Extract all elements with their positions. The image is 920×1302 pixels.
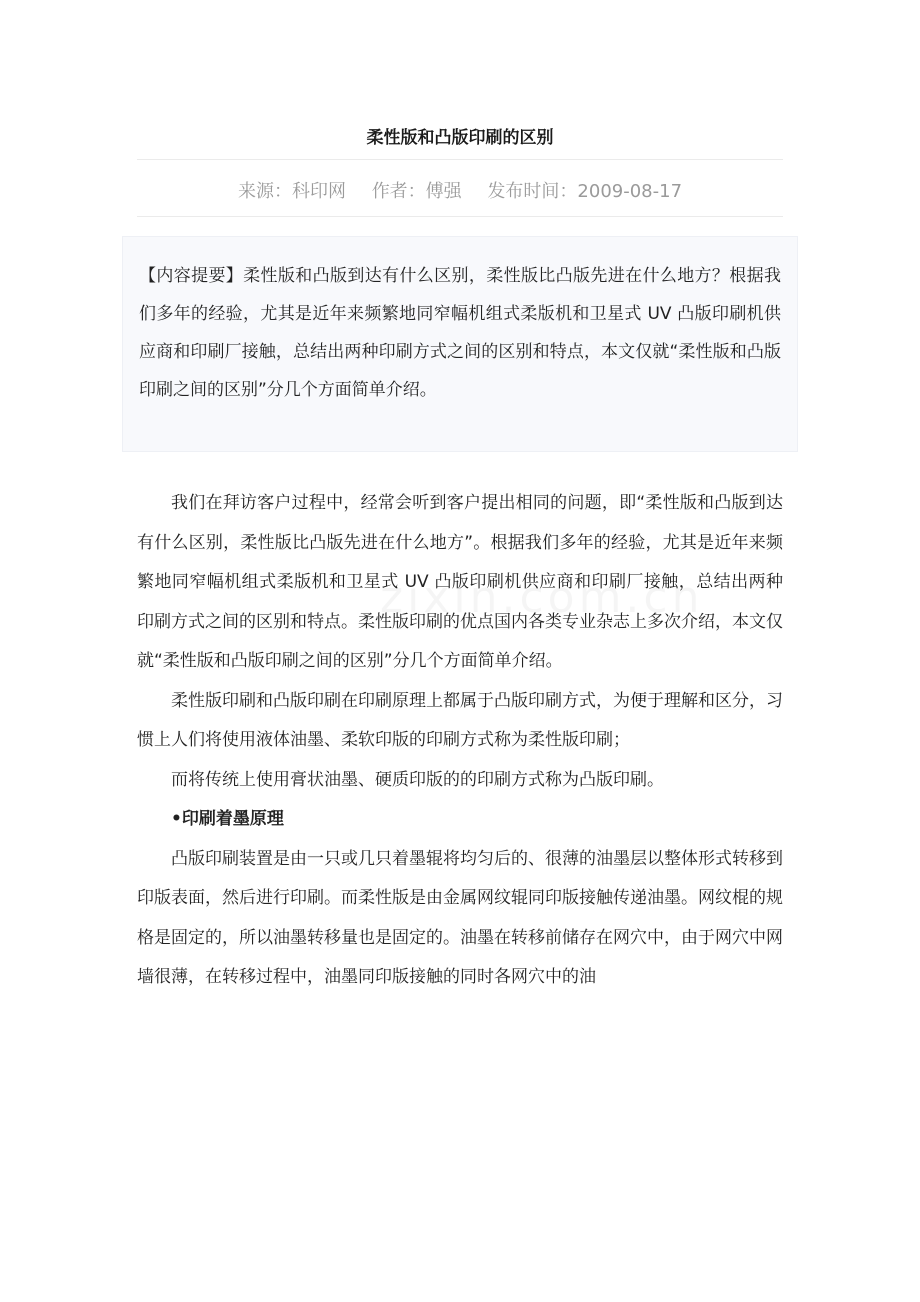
- article-body: [137, 484, 783, 998]
- article-title: 柔性版和凸版印刷的区别: [366, 128, 554, 148]
- article-author: 作者：傅强: [371, 181, 462, 202]
- body-paragraph: 凸版印刷装置是由一只或几只着墨辊将均匀后的、很薄的油墨层以整体形式转移到印版表面，然后进行印刷。而柔性版是由金属网纹辊同印版接触传递油墨。网纹棍的规格是固定的，所以油墨转移量也是固定的。油墨在转移前储存在网穴中，由于网穴中网墙很薄，在转移过程中，油墨同印版接触的同时各网穴中的油: [137, 848, 783, 987]
- meta-divider: [137, 216, 783, 217]
- article-source: 来源：科印网: [237, 181, 346, 202]
- body-paragraph: 柔性版印刷和凸版印刷在印刷原理上都属于凸版印刷方式，为便于理解和区分，习惯上人们将使用液体油墨、柔软印版的印刷方式称为柔性版印刷；: [137, 690, 783, 750]
- article-meta: [137, 176, 783, 208]
- title-divider: [137, 159, 783, 160]
- summary-text: 【内容提要】柔性版和凸版到达有什么区别，柔性版比凸版先进在什么地方？根据我们多年的经验，尤其是近年来频繁地同窄幅机组式柔版机和卫星式 UV 凸版印刷机供应商和印刷厂接触，总结出两种印刷方式之间的区别和特点，本文仅就“柔性版和凸版印刷之间的区别”分几个方面简单介绍。: [139, 266, 781, 400]
- body-paragraph: 我们在拜访客户过程中，经常会听到客户提出相同的问题，即“柔性版和凸版到达有什么区别，柔性版比凸版先进在什么地方”。根据我们多年的经验，尤其是近年来频繁地同窄幅机组式柔版机和卫星式 UV 凸版印刷机供应商和印刷厂接触，总结出两种印刷方式之间的区别和特点。柔性版印刷的优点国内各类专业杂志上多次介绍，本文仅就“柔性版和凸版印刷之间的区别”分几个方面简单介绍。: [137, 493, 783, 671]
- section-heading: •印刷着墨原理: [171, 809, 284, 829]
- body-paragraph: 而将传统上使用膏状油墨、硬质印版的的印刷方式称为凸版印刷。: [171, 769, 664, 790]
- article-date: 发布时间：2009-08-17: [487, 181, 683, 202]
- summary-box: [122, 236, 798, 452]
